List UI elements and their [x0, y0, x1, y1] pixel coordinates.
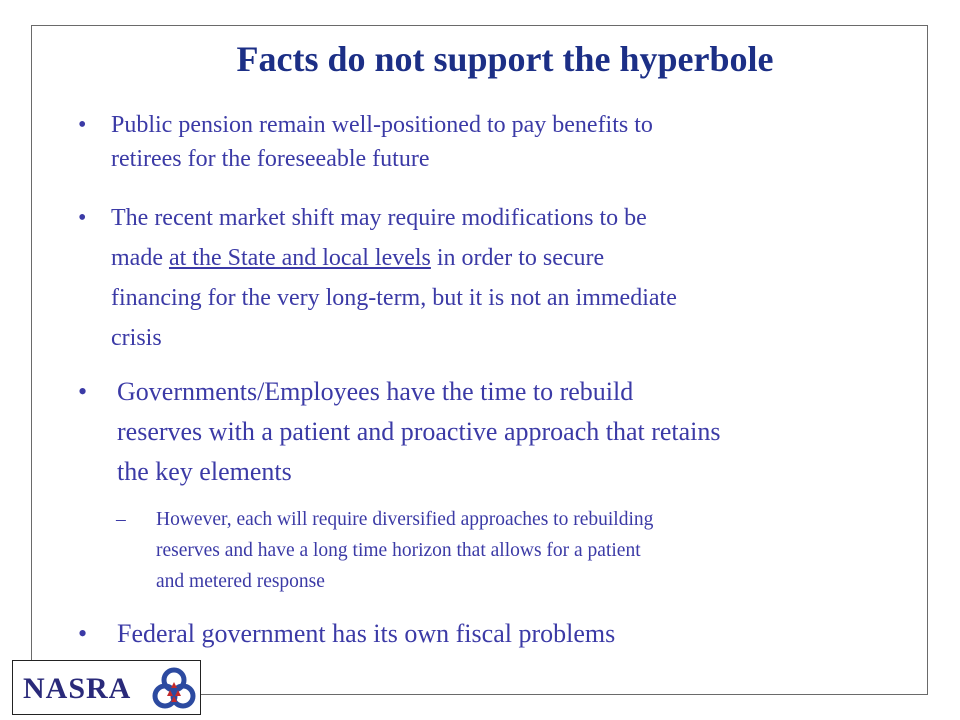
- bullet-text: reserves with a patient and proactive approach that retains: [117, 417, 721, 446]
- bullet-text: crisis: [111, 325, 162, 351]
- bullet-text: Public pension remain well-positioned to pay benefits to: [111, 112, 653, 138]
- logo-wordmark: NASRA: [23, 672, 132, 705]
- bullet-text-part: made: [111, 245, 169, 271]
- bullet-marker: •: [78, 112, 87, 138]
- bullet-text: the key elements: [117, 457, 292, 486]
- bullet-marker: •: [78, 205, 87, 231]
- bullet-marker: •: [78, 619, 88, 648]
- sub-bullet-text: and metered response: [156, 571, 325, 592]
- sub-bullet-marker: –: [116, 509, 126, 530]
- sub-bullet-text: However, each will require diversified approaches to rebuilding: [156, 509, 654, 530]
- sub-bullet-text: reserves and have a long time horizon that allows for a patient: [156, 540, 641, 561]
- nasra-emblem-icon: [151, 666, 197, 712]
- underlined-text: at the State and local levels: [168, 245, 431, 271]
- bullet-text-part: in order to secure: [430, 245, 605, 271]
- bullet-text: Federal government has its own fiscal problems: [117, 619, 616, 648]
- bullet-marker: •: [78, 377, 88, 406]
- bullet-text: The recent market shift may require modifications to be: [111, 205, 647, 231]
- bullet-text: retirees for the foreseeable future: [111, 146, 430, 172]
- nasra-logo: [12, 660, 201, 715]
- slide-title: Facts do not support the hyperbole: [236, 39, 774, 79]
- bullet-text: [111, 241, 604, 275]
- bullet-text: financing for the very long-term, but it is not an immediate: [111, 285, 677, 311]
- bullet-text: Governments/Employees have the time to rebuild: [117, 377, 634, 406]
